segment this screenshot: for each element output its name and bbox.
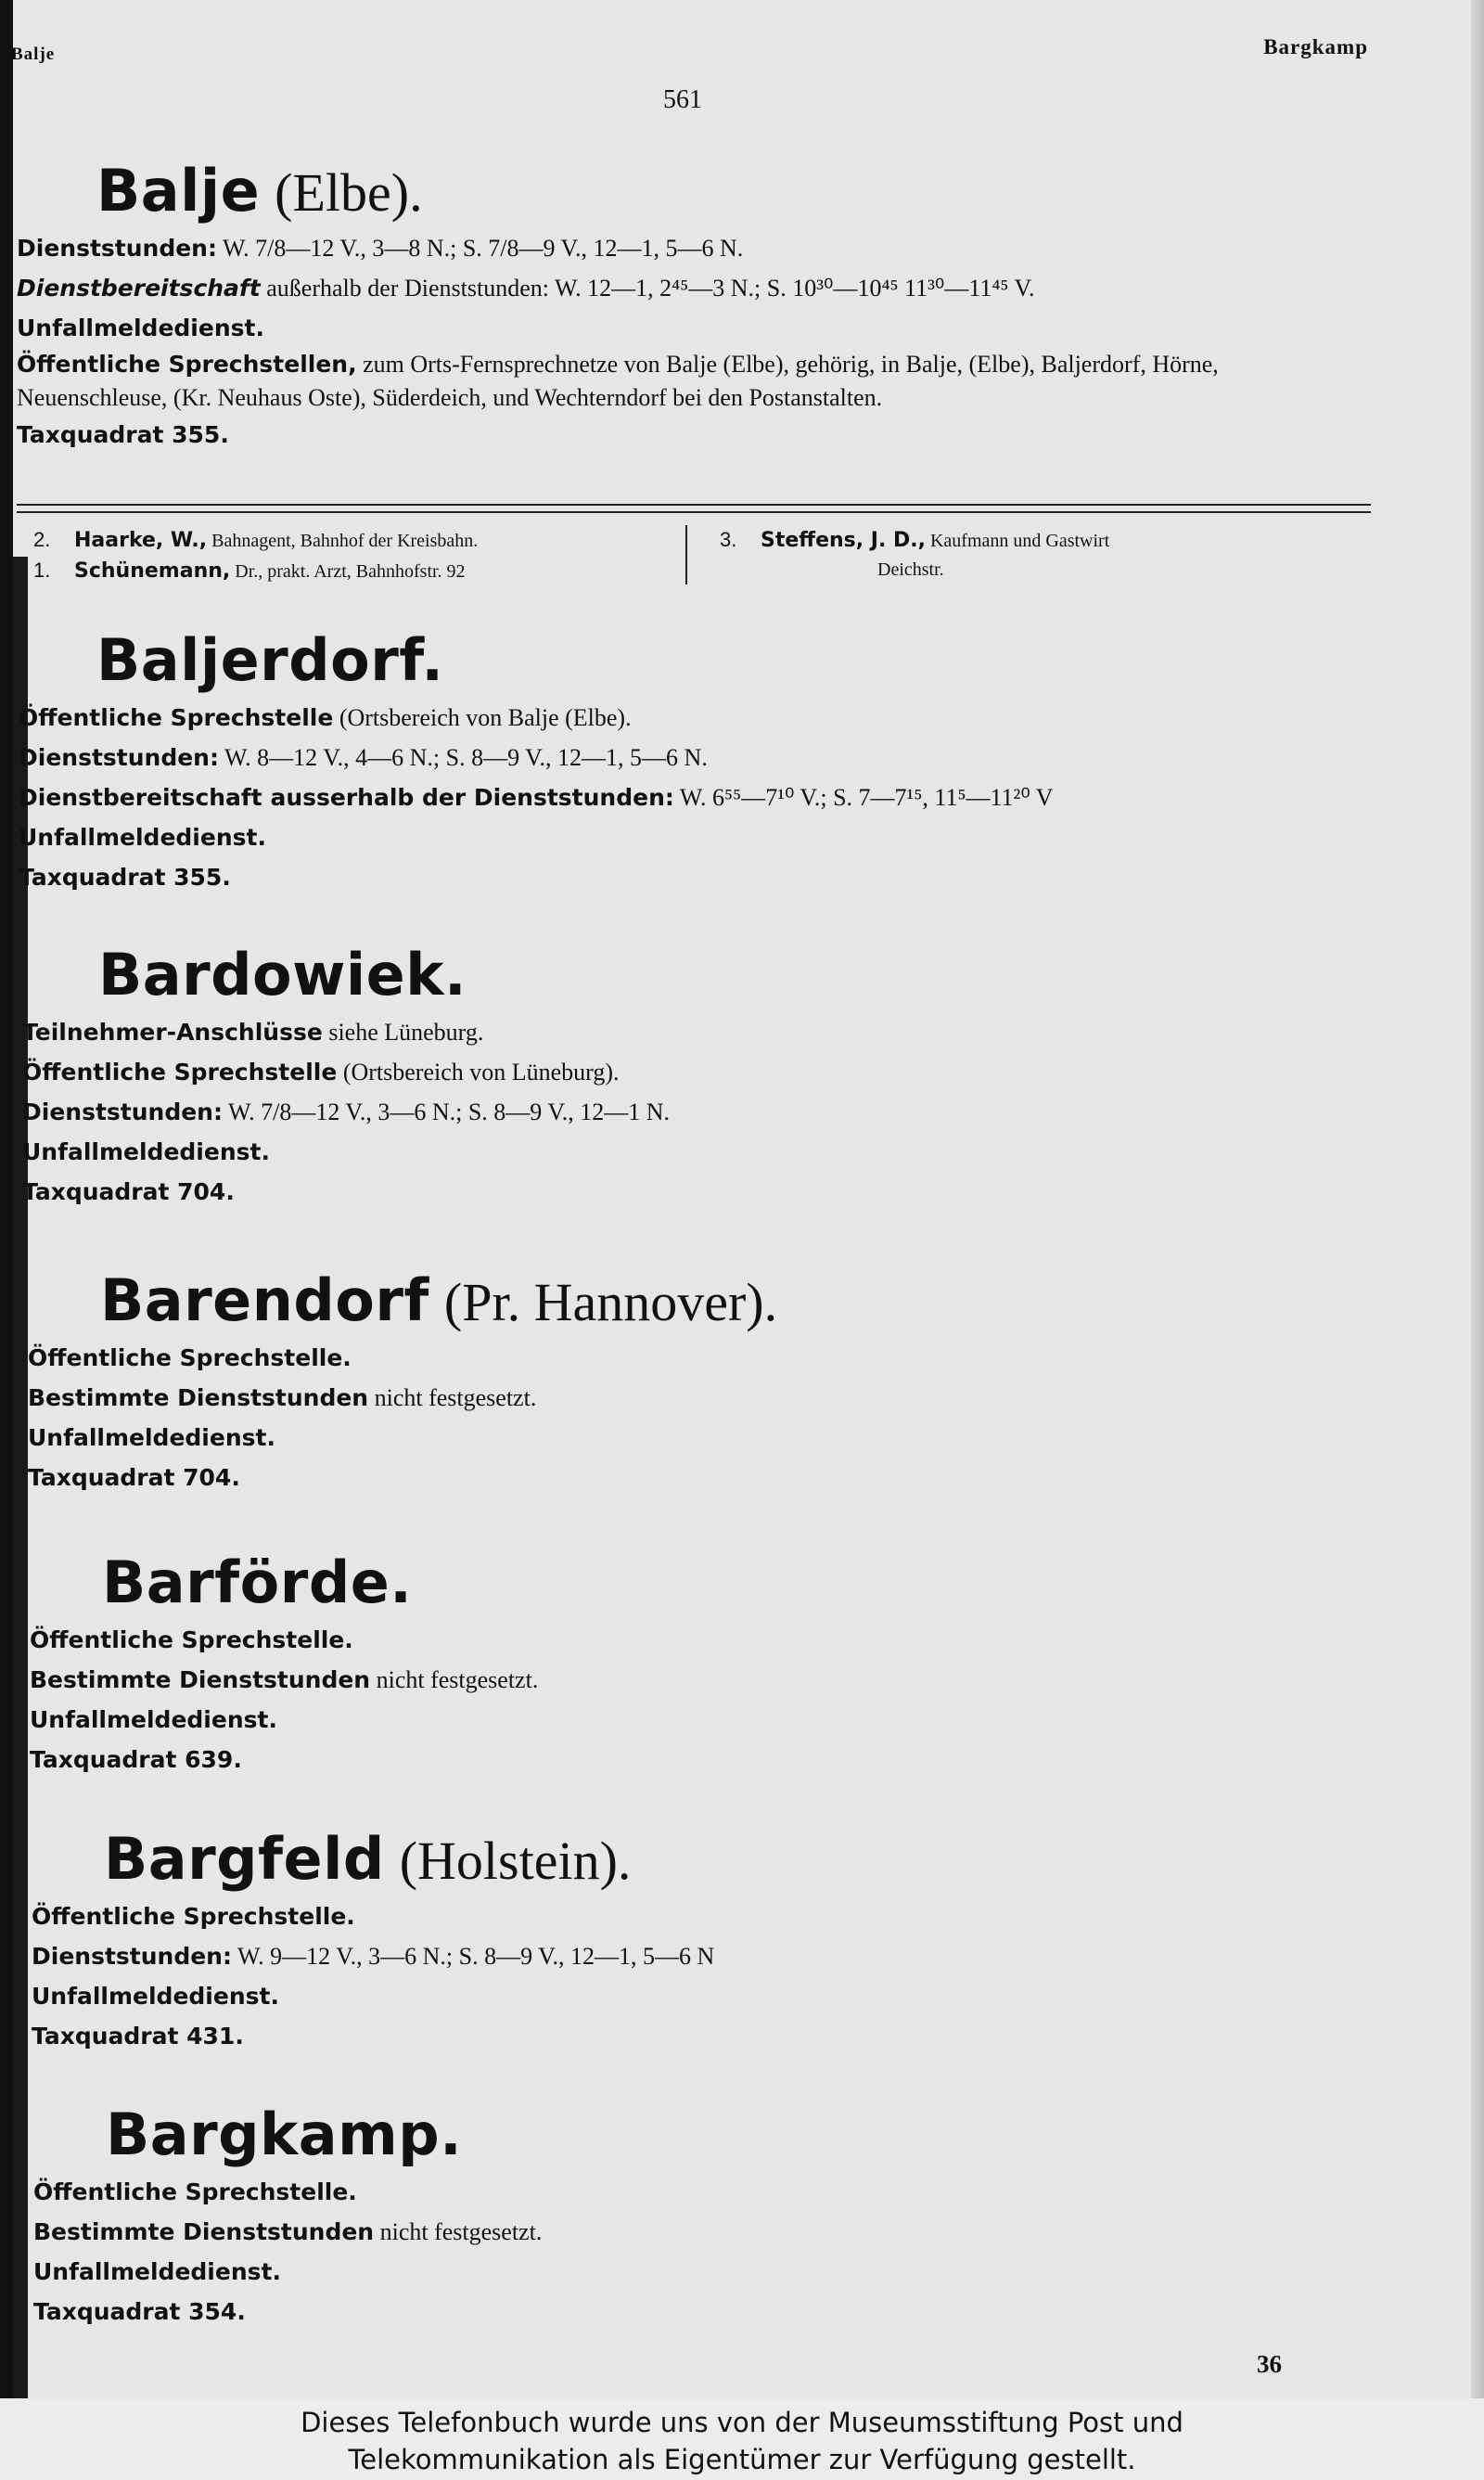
- entry-line: Öffentliche Sprechstelle.: [32, 1903, 355, 1931]
- entry-line: Taxquadrat 354.: [33, 2298, 246, 2326]
- entry-line: Dienststunden: W. 8—12 V., 4—6 N.; S. 8—9 V., 12—1, 5—6 N.: [19, 744, 708, 772]
- entry-line: Unfallmeldedienst.: [33, 2258, 281, 2286]
- entry-line: Bestimmte Dienststunden nicht festgesetzt.: [33, 2218, 543, 2246]
- page-footer-number: 36: [1257, 2350, 1282, 2378]
- entry-heading: [30, 1548, 1402, 1616]
- entry-name: Bargkamp.: [106, 2101, 463, 2168]
- entry-line: Taxquadrat 639.: [30, 1746, 242, 1774]
- entry-heading: [28, 1266, 1401, 1334]
- entry-line: Dienststunden: W. 7/8—12 V., 3—8 N.; S. 7/8—9 V., 12—1, 5—6 N.: [17, 235, 744, 263]
- entry-name: Bargfeld: [104, 1825, 385, 1893]
- entry-line: Öffentliche Sprechstelle.: [30, 1626, 353, 1654]
- entry-line: Öffentliche Sprechstelle.: [28, 1344, 352, 1372]
- entry-heading: [17, 157, 1389, 225]
- footer-line-2: Telekommunikation als Eigentümer zur Verfügung gestellt.: [348, 2444, 1136, 2475]
- column-divider: [685, 525, 687, 585]
- entry-suffix: (Elbe).: [275, 162, 423, 223]
- entry-barendorf: [28, 1266, 1401, 1497]
- page-binding-shadow: [0, 0, 13, 2398]
- double-rule-divider: [17, 504, 1371, 513]
- entry-line: Unfallmeldedienst.: [28, 1424, 275, 1452]
- entry-name: Balje: [96, 157, 261, 225]
- entry-line: Öffentliche Sprechstelle (Ortsbereich von Balje (Elbe).: [19, 704, 632, 732]
- entry-balje: [17, 157, 1389, 455]
- entry-line: Unfallmeldedienst.: [32, 1983, 279, 2011]
- entry-line: Unfallmeldedienst.: [17, 315, 264, 342]
- entry-suffix: (Holstein).: [399, 1831, 632, 1891]
- entry-barfoerde: [30, 1548, 1402, 1780]
- entry-line: Taxquadrat 355.: [17, 421, 229, 449]
- entry-name: Baljerdorf.: [96, 626, 444, 694]
- page-number: 561: [663, 85, 702, 114]
- entry-heading: [33, 2103, 1406, 2166]
- entry-line: Dienststunden: W. 9—12 V., 3—6 N.; S. 8—9 V., 12—1, 5—6 N: [32, 1943, 715, 1971]
- subscriber-column-right: [720, 525, 1388, 585]
- subscriber-list: [33, 525, 1369, 590]
- entry-line: Öffentliche Sprechstellen, zum Orts-Fernsprechnetze von Balje (Elbe), gehörig, in Balje, (Elbe), Baljerdorf, Hörne, Neuenschleuse, (Kr. Neuhaus Oste), Süderdeich, und Wechterndorf bei den Postanstalten.: [17, 351, 1219, 412]
- entry-name: Barförde.: [102, 1548, 413, 1616]
- entry-bardowiek: [22, 941, 1395, 1212]
- entry-line: Unfallmeldedienst.: [19, 824, 266, 852]
- entry-line: Öffentliche Sprechstelle (Ortsbereich von Lüneburg).: [22, 1059, 620, 1086]
- entry-baljerdorf: [19, 626, 1391, 897]
- subscriber-entry: 1. Schünemann, Dr., prakt. Arzt, Bahnhofstr. 92: [33, 559, 466, 583]
- page-edge: [1471, 0, 1484, 2398]
- entry-line: Taxquadrat 704.: [28, 1464, 240, 1492]
- subscriber-column-left: [33, 525, 683, 586]
- entry-heading: [32, 1825, 1404, 1893]
- entry-suffix: (Pr. Hannover).: [443, 1272, 778, 1332]
- entry-line: Unfallmeldedienst.: [30, 1706, 277, 1734]
- entry-line: Teilnehmer-Anschlüsse siehe Lüneburg.: [22, 1019, 484, 1047]
- entry-bargfeld: [32, 1825, 1404, 2056]
- entry-line: Bestimmte Dienststunden nicht festgesetzt.: [28, 1384, 537, 1412]
- subscriber-entry: 2. Haarke, W., Bahnagent, Bahnhof der Kreisbahn.: [33, 528, 479, 552]
- entry-line: Dienstbereitschaft ausserhalb der Dienststunden: W. 6⁵⁵—7¹⁰ V.; S. 7—7¹⁵, 11⁵—11²⁰ V: [19, 784, 1054, 812]
- entry-heading: [19, 626, 1391, 694]
- entry-line: Taxquadrat 431.: [32, 2023, 244, 2050]
- entry-name: Barendorf: [100, 1266, 429, 1334]
- entry-line: Öffentliche Sprechstelle.: [33, 2178, 357, 2206]
- entry-line: Dienststunden: W. 7/8—12 V., 3—6 N.; S. 8—9 V., 12—1 N.: [22, 1099, 671, 1126]
- subscriber-entry: 3. Steffens, J. D., Kaufmann und Gastwirt Deichstr.: [720, 528, 1110, 580]
- entry-name: Bardowiek.: [98, 941, 467, 1009]
- entry-line: Dienstbereitschaft außerhalb der Dienststunden: W. 12—1, 2⁴⁵—3 N.; S. 10³⁰—10⁴⁵ 11³⁰—11⁴⁵ V.: [17, 275, 1035, 302]
- entry-bargkamp: [33, 2103, 1406, 2332]
- entry-line: Bestimmte Dienststunden nicht festgesetzt.: [30, 1666, 539, 1694]
- archive-credit-footer: [0, 2398, 1484, 2480]
- entry-line: Taxquadrat 704.: [22, 1178, 235, 1206]
- running-head-left: Balje: [11, 45, 56, 64]
- footer-line-1: Dieses Telefonbuch wurde uns von der Museumsstiftung Post und: [301, 2407, 1183, 2438]
- entry-heading: [22, 941, 1395, 1009]
- entry-line: Taxquadrat 355.: [19, 864, 231, 892]
- entry-line: Unfallmeldedienst.: [22, 1138, 270, 1166]
- running-head-right: Bargkamp: [1263, 35, 1368, 58]
